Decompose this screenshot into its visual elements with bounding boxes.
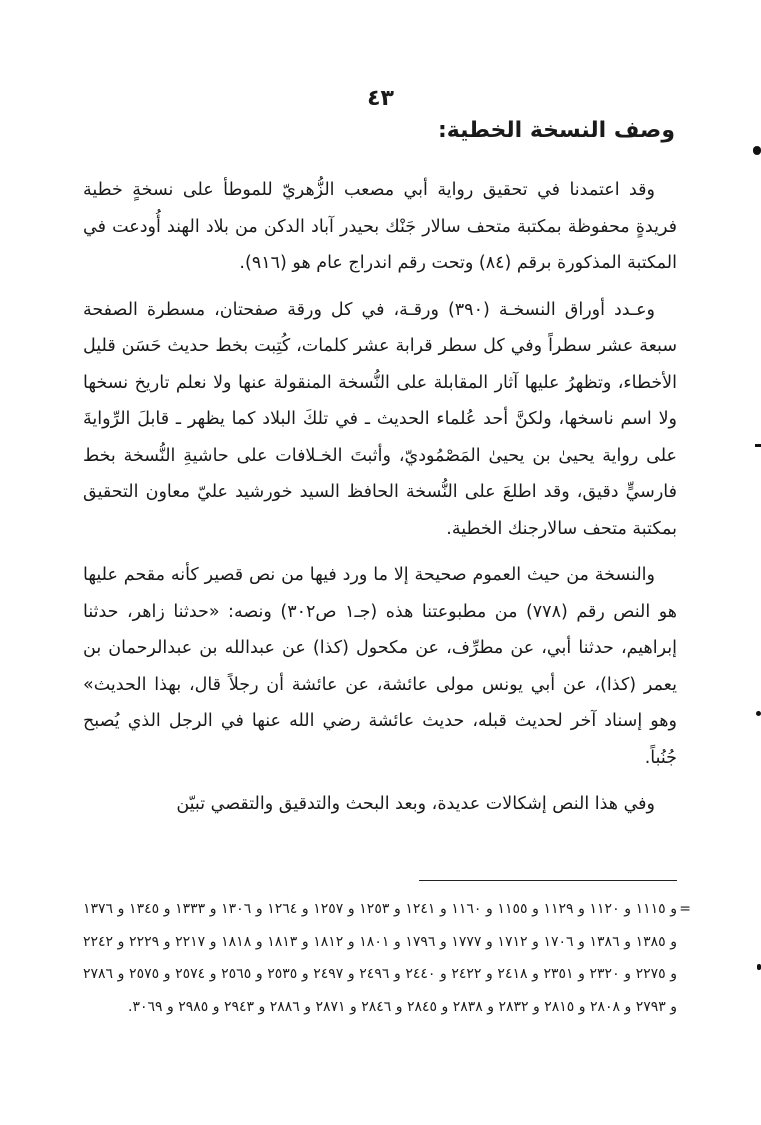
paragraph-3: والنسخة من حيث العموم صحيحة إلا ما ورد فيها من نص قصير كأنه مقحم عليها هو النص رقم (٧٧٨) من مطبوعتنا هذه (جـ١ ص٣٠٢) ونصه: «حدثنا زاهر، حدثنا إبراهيم، حدثنا أبي، عن مطرِّف، عن مكحول (كذا) عن عبدالله بن عبدالرحمان بن يعمر (كذا)، عن أبي يونس مولى عائشة، عن عائشة أن رجلاً قال، بهذا الحديث» وهو إسناد آخر لحديث قبله، حديث عائشة رضي الله عنها في الرجل الذي يُصبح جُنُباً.: [83, 565, 677, 768]
footnote-divider: [419, 880, 677, 881]
footnote-continuation-marker: =: [679, 901, 691, 917]
page-number: ٤٣: [367, 86, 394, 111]
section-heading: وصف النسخة الخطية:: [437, 118, 675, 143]
paragraph-1: وقد اعتمدنا في تحقيق رواية أبي مصعب الزُّهريّ للموطأ على نسخةٍ خطية فريدةٍ محفوظة بمكتبة متحف سالار جَنْك بحيدر آباد الدكن من بلاد الهند أُودعت في المكتبة المذكورة برقم (٨٤) وتحت رقم اندراج عام هو (٩١٦).: [83, 180, 677, 273]
scan-mark-lower-right: [756, 711, 761, 716]
scan-mark-top-right: [753, 146, 761, 155]
footnote: [83, 893, 691, 1023]
body-text: [83, 172, 677, 833]
scan-mark-bottom-right: [757, 964, 761, 970]
paragraph-2: وعـدد أوراق النسخـة (٣٩٠) ورقـة، في كل ورقة صفحتان، مسطرة الصفحة سبعة عشر سطراً وفي كل سطر قرابة عشر كلمات، كُتِبت بخط حديث حَسَن قليل الأخطاء، وتظهرُ عليها آثار المقابلة على النُّسخة المنقولة عنها ولا نعلم تاريخ نسخها ولا اسم ناسخها، ولكنَّ أحد عُلماء الحديث ـ في تلكَ البلاد كما يظهر ـ قابلَ الرِّوايةَ على رواية يحيىٰ بن يحيىٰ المَصْمُوديّ، وأثبتَ الخـلافات على حاشيةِ النُّسخة بخط فارسيٍّ دقيق، وقد اطلعَ على النُّسخة الحافظ السيد خورشيد عليّ معاون التحقيق بمكتبة متحف سالارجنك الخطية.: [83, 299, 677, 539]
footnote-text: و ١١١٥ و ١١٢٠ و ١١٢٩ و ١١٥٥ و ١١٦٠ و ١٢٤١ و ١٢٥٣ و ١٢٥٧ و ١٢٦٤ و ١٣٠٦ و ١٣٣٣ و ١٣٤٥ و ١٣٧٦ و ١٣٨٥ و ١٣٨٦ و ١٧٠٦ و ١٧١٢ و ١٧٧٧ و ١٧٩٦ و ١٨٠١ و ١٨١٢ و ١٨١٣ و ١٨١٨ و ٢٢١٧ و ٢٢٢٩ و ٢٢٤٢ و ٢٢٧٥ و ٢٣٢٠ و ٢٣٥١ و ٢٤١٨ و ٢٤٢٢ و ٢٤٤٠ و ٢٤٩٦ و ٢٤٩٧ و ٢٥٣٥ و ٢٥٦٥ و ٢٥٧٤ و ٢٥٧٥ و ٢٧٨٦ و ٢٧٩٣ و ٢٨٠٨ و ٢٨١٥ و ٢٨٣٢ و ٢٨٣٨ و ٢٨٤٥ و ٢٨٤٦ و ٢٨٧١ و ٢٨٨٦ و ٢٩٤٣ و ٢٩٨٥ و ٣٠٦٩.: [83, 901, 677, 1015]
scan-mark-middle-right: [755, 444, 761, 447]
paragraph-4: وفي هذا النص إشكالات عديدة، وبعد البحث والتدقيق والتقصي تبيّن: [176, 794, 655, 814]
